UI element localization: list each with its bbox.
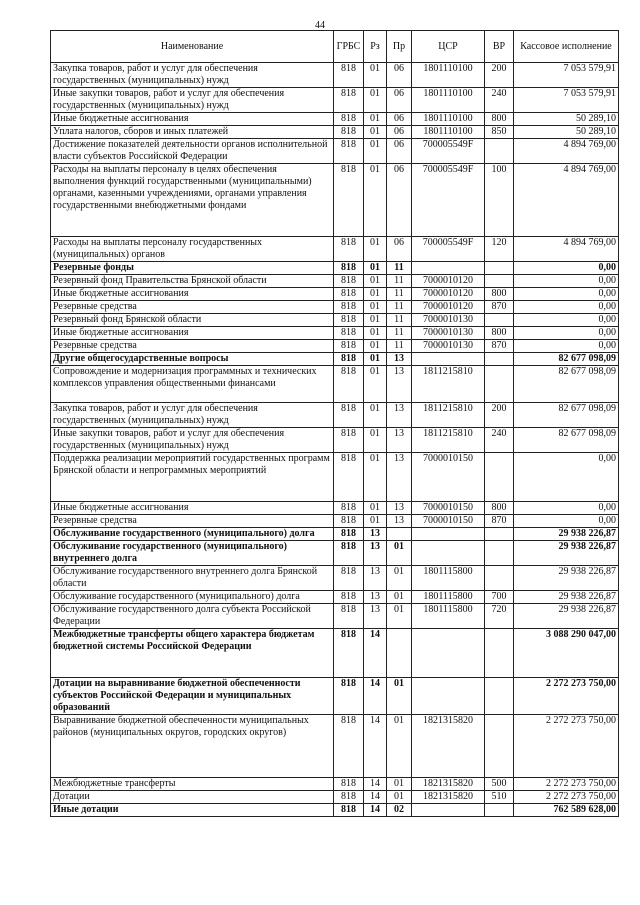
table-row — [51, 804, 619, 817]
cell-name: Иные дотации — [51, 804, 334, 817]
cell-amount: 0,00 — [514, 515, 619, 528]
cell-amount: 0,00 — [514, 502, 619, 515]
cell-csr — [412, 804, 485, 817]
cell-csr — [412, 528, 485, 541]
cell-vr — [485, 275, 514, 288]
table-row — [51, 453, 619, 502]
header-grbs: ГРБС — [334, 31, 364, 63]
table-row — [51, 778, 619, 791]
table-row — [51, 301, 619, 314]
cell-grbs: 818 — [334, 288, 364, 301]
cell-csr: 7000010130 — [412, 327, 485, 340]
cell-amount: 29 938 226,87 — [514, 604, 619, 629]
header-rz: Рз — [364, 31, 387, 63]
table-row — [51, 340, 619, 353]
cell-rz: 13 — [364, 591, 387, 604]
cell-vr — [485, 629, 514, 678]
page-number: 44 — [315, 20, 325, 31]
cell-csr: 700005549F — [412, 164, 485, 237]
cell-name: Уплата налогов, сборов и иных платежей — [51, 126, 334, 139]
cell-grbs: 818 — [334, 353, 364, 366]
cell-csr: 1811215810 — [412, 428, 485, 453]
cell-rz: 01 — [364, 88, 387, 113]
cell-name: Резервные средства — [51, 515, 334, 528]
cell-grbs: 818 — [334, 403, 364, 428]
cell-pr: 01 — [387, 791, 412, 804]
cell-rz: 01 — [364, 63, 387, 88]
cell-grbs: 818 — [334, 63, 364, 88]
cell-csr — [412, 678, 485, 715]
cell-vr — [485, 453, 514, 502]
cell-name: Резервные фонды — [51, 262, 334, 275]
cell-rz: 01 — [364, 502, 387, 515]
cell-name: Расходы на выплаты персоналу в целях обеспечения выполнения функций государственными (муниципальными) органами, казенными учреждениями, органами управления государственными внебюджетными фондами — [51, 164, 334, 237]
cell-amount: 82 677 098,09 — [514, 428, 619, 453]
cell-rz: 01 — [364, 139, 387, 164]
table-row — [51, 63, 619, 88]
cell-rz: 01 — [364, 366, 387, 403]
cell-rz: 14 — [364, 715, 387, 778]
cell-rz: 01 — [364, 275, 387, 288]
cell-grbs: 818 — [334, 629, 364, 678]
cell-vr: 240 — [485, 88, 514, 113]
table-row — [51, 715, 619, 778]
cell-vr — [485, 541, 514, 566]
cell-csr: 1821315820 — [412, 791, 485, 804]
cell-vr — [485, 678, 514, 715]
cell-pr: 11 — [387, 327, 412, 340]
cell-grbs: 818 — [334, 237, 364, 262]
cell-pr: 13 — [387, 428, 412, 453]
cell-pr: 13 — [387, 453, 412, 502]
cell-pr: 01 — [387, 591, 412, 604]
cell-csr: 7000010150 — [412, 453, 485, 502]
cell-csr: 1801110100 — [412, 126, 485, 139]
cell-vr: 240 — [485, 428, 514, 453]
cell-pr: 13 — [387, 366, 412, 403]
cell-grbs: 818 — [334, 301, 364, 314]
header-vr: ВР — [485, 31, 514, 63]
cell-grbs: 818 — [334, 591, 364, 604]
cell-pr: 13 — [387, 502, 412, 515]
cell-csr — [412, 262, 485, 275]
cell-grbs: 818 — [334, 541, 364, 566]
cell-amount: 2 272 273 750,00 — [514, 715, 619, 778]
cell-rz: 13 — [364, 541, 387, 566]
cell-vr: 800 — [485, 502, 514, 515]
table-row — [51, 528, 619, 541]
cell-csr — [412, 541, 485, 566]
cell-rz: 01 — [364, 164, 387, 237]
cell-rz: 01 — [364, 288, 387, 301]
cell-name: Обслуживание государственного внутреннего долга Брянской области — [51, 566, 334, 591]
budget-execution-table — [50, 30, 619, 817]
cell-pr: 13 — [387, 353, 412, 366]
cell-rz: 01 — [364, 353, 387, 366]
cell-pr: 06 — [387, 63, 412, 88]
cell-name: Обслуживание государственного (муниципального) долга — [51, 591, 334, 604]
cell-amount: 0,00 — [514, 275, 619, 288]
cell-grbs: 818 — [334, 139, 364, 164]
cell-vr: 100 — [485, 164, 514, 237]
cell-amount: 29 938 226,87 — [514, 566, 619, 591]
cell-amount: 29 938 226,87 — [514, 591, 619, 604]
cell-pr — [387, 629, 412, 678]
table-row — [51, 566, 619, 591]
cell-vr — [485, 262, 514, 275]
cell-grbs: 818 — [334, 678, 364, 715]
table-row — [51, 403, 619, 428]
cell-rz: 13 — [364, 604, 387, 629]
cell-rz: 01 — [364, 428, 387, 453]
cell-grbs: 818 — [334, 366, 364, 403]
cell-pr: 01 — [387, 541, 412, 566]
cell-grbs: 818 — [334, 804, 364, 817]
cell-amount: 762 589 628,00 — [514, 804, 619, 817]
cell-pr: 06 — [387, 113, 412, 126]
cell-pr: 01 — [387, 678, 412, 715]
cell-rz: 01 — [364, 403, 387, 428]
cell-rz: 14 — [364, 804, 387, 817]
cell-name: Межбюджетные трансферты общего характера бюджетам бюджетной системы Российской Федерации — [51, 629, 334, 678]
cell-name: Обслуживание государственного (муниципального) долга — [51, 528, 334, 541]
cell-vr: 800 — [485, 288, 514, 301]
cell-amount: 2 272 273 750,00 — [514, 678, 619, 715]
cell-pr: 01 — [387, 566, 412, 591]
cell-amount: 0,00 — [514, 314, 619, 327]
cell-grbs: 818 — [334, 126, 364, 139]
cell-csr: 1801110100 — [412, 88, 485, 113]
cell-grbs: 818 — [334, 88, 364, 113]
cell-amount: 82 677 098,09 — [514, 353, 619, 366]
cell-grbs: 818 — [334, 715, 364, 778]
cell-csr: 700005549F — [412, 139, 485, 164]
cell-pr: 01 — [387, 604, 412, 629]
cell-name: Расходы на выплаты персоналу государственных (муниципальных) органов — [51, 237, 334, 262]
cell-name: Иные закупки товаров, работ и услуг для обеспечения государственных (муниципальных) нужд — [51, 428, 334, 453]
cell-name: Обслуживание государственного долга субъекта Российской Федерации — [51, 604, 334, 629]
cell-name: Иные бюджетные ассигнования — [51, 327, 334, 340]
cell-amount: 29 938 226,87 — [514, 528, 619, 541]
header-csr: ЦСР — [412, 31, 485, 63]
cell-name: Дотации — [51, 791, 334, 804]
cell-amount: 2 272 273 750,00 — [514, 791, 619, 804]
cell-vr — [485, 366, 514, 403]
cell-vr: 120 — [485, 237, 514, 262]
cell-rz: 14 — [364, 629, 387, 678]
table-row — [51, 275, 619, 288]
cell-amount: 29 938 226,87 — [514, 541, 619, 566]
cell-pr: 01 — [387, 715, 412, 778]
cell-amount: 2 272 273 750,00 — [514, 778, 619, 791]
cell-name: Достижение показателей деятельности органов исполнительной власти субъектов Российской Федерации — [51, 139, 334, 164]
cell-amount: 4 894 769,00 — [514, 237, 619, 262]
cell-pr: 01 — [387, 778, 412, 791]
table-row — [51, 353, 619, 366]
cell-amount: 0,00 — [514, 453, 619, 502]
table-row — [51, 88, 619, 113]
cell-rz: 01 — [364, 453, 387, 502]
cell-vr — [485, 353, 514, 366]
cell-name: Иные закупки товаров, работ и услуг для обеспечения государственных (муниципальных) нужд — [51, 88, 334, 113]
cell-pr: 06 — [387, 164, 412, 237]
cell-amount: 4 894 769,00 — [514, 164, 619, 237]
cell-name: Обслуживание государственного (муниципального) внутреннего долга — [51, 541, 334, 566]
cell-vr: 870 — [485, 515, 514, 528]
cell-amount: 82 677 098,09 — [514, 403, 619, 428]
table-row — [51, 604, 619, 629]
cell-rz: 01 — [364, 301, 387, 314]
cell-name: Резервные средства — [51, 340, 334, 353]
cell-pr: 06 — [387, 126, 412, 139]
cell-rz: 14 — [364, 791, 387, 804]
cell-name: Другие общегосударственные вопросы — [51, 353, 334, 366]
cell-pr — [387, 528, 412, 541]
cell-grbs: 818 — [334, 113, 364, 126]
cell-vr: 200 — [485, 403, 514, 428]
cell-grbs: 818 — [334, 164, 364, 237]
cell-amount: 0,00 — [514, 327, 619, 340]
cell-vr: 800 — [485, 327, 514, 340]
cell-amount: 82 677 098,09 — [514, 366, 619, 403]
cell-csr: 700005549F — [412, 237, 485, 262]
cell-name: Закупка товаров, работ и услуг для обеспечения государственных (муниципальных) нужд — [51, 403, 334, 428]
table-row — [51, 541, 619, 566]
cell-grbs: 818 — [334, 515, 364, 528]
cell-csr: 1801115800 — [412, 591, 485, 604]
cell-pr: 13 — [387, 403, 412, 428]
cell-pr: 06 — [387, 88, 412, 113]
cell-grbs: 818 — [334, 327, 364, 340]
cell-vr: 870 — [485, 301, 514, 314]
cell-csr: 1811215810 — [412, 403, 485, 428]
cell-name: Резервный фонд Правительства Брянской области — [51, 275, 334, 288]
cell-pr: 02 — [387, 804, 412, 817]
cell-vr: 510 — [485, 791, 514, 804]
cell-pr: 06 — [387, 237, 412, 262]
table-row — [51, 139, 619, 164]
cell-csr: 7000010120 — [412, 275, 485, 288]
table-row — [51, 314, 619, 327]
header-amount: Кассовое исполнение — [514, 31, 619, 63]
cell-grbs: 818 — [334, 453, 364, 502]
table-row — [51, 366, 619, 403]
cell-name: Сопровождение и модернизация программных и технических комплексов управления общественными финансами — [51, 366, 334, 403]
table-row — [51, 237, 619, 262]
cell-vr — [485, 804, 514, 817]
cell-vr: 850 — [485, 126, 514, 139]
table-row — [51, 113, 619, 126]
cell-vr — [485, 715, 514, 778]
cell-csr: 1801115800 — [412, 604, 485, 629]
cell-rz: 01 — [364, 340, 387, 353]
cell-rz: 13 — [364, 566, 387, 591]
cell-name: Дотации на выравнивание бюджетной обеспеченности субъектов Российской Федерации и муниципальных образований — [51, 678, 334, 715]
cell-vr: 870 — [485, 340, 514, 353]
cell-pr: 11 — [387, 340, 412, 353]
table-row — [51, 262, 619, 275]
cell-csr: 1821315820 — [412, 715, 485, 778]
cell-grbs: 818 — [334, 314, 364, 327]
cell-rz: 01 — [364, 314, 387, 327]
cell-csr: 7000010120 — [412, 301, 485, 314]
cell-grbs: 818 — [334, 428, 364, 453]
cell-grbs: 818 — [334, 778, 364, 791]
table-row — [51, 126, 619, 139]
cell-vr — [485, 566, 514, 591]
cell-csr: 7000010120 — [412, 288, 485, 301]
table-row — [51, 288, 619, 301]
table-header-row — [51, 31, 619, 63]
cell-amount: 4 894 769,00 — [514, 139, 619, 164]
cell-csr — [412, 629, 485, 678]
header-pr: Пр — [387, 31, 412, 63]
cell-rz: 14 — [364, 678, 387, 715]
cell-grbs: 818 — [334, 262, 364, 275]
cell-vr — [485, 528, 514, 541]
cell-csr — [412, 353, 485, 366]
table-body — [51, 63, 619, 817]
cell-name: Иные бюджетные ассигнования — [51, 502, 334, 515]
table-row — [51, 428, 619, 453]
cell-pr: 13 — [387, 515, 412, 528]
cell-name: Выравнивание бюджетной обеспеченности муниципальных районов (муниципальных округов, городских округов) — [51, 715, 334, 778]
table-row — [51, 515, 619, 528]
cell-csr: 1811215810 — [412, 366, 485, 403]
cell-rz: 01 — [364, 113, 387, 126]
cell-rz: 14 — [364, 778, 387, 791]
cell-amount: 0,00 — [514, 340, 619, 353]
cell-csr: 1801115800 — [412, 566, 485, 591]
cell-vr: 200 — [485, 63, 514, 88]
cell-amount: 7 053 579,91 — [514, 88, 619, 113]
cell-csr: 7000010130 — [412, 314, 485, 327]
cell-pr: 11 — [387, 314, 412, 327]
cell-rz: 01 — [364, 126, 387, 139]
cell-grbs: 818 — [334, 566, 364, 591]
cell-name: Межбюджетные трансферты — [51, 778, 334, 791]
cell-csr: 7000010150 — [412, 502, 485, 515]
cell-csr: 1801110100 — [412, 63, 485, 88]
cell-pr: 11 — [387, 275, 412, 288]
cell-pr: 11 — [387, 262, 412, 275]
cell-name: Иные бюджетные ассигнования — [51, 288, 334, 301]
cell-rz: 01 — [364, 237, 387, 262]
cell-grbs: 818 — [334, 275, 364, 288]
cell-csr: 7000010150 — [412, 515, 485, 528]
cell-name: Закупка товаров, работ и услуг для обеспечения государственных (муниципальных) нужд — [51, 63, 334, 88]
cell-name: Поддержка реализации мероприятий государственных программ Брянской области и непрограммных мероприятий — [51, 453, 334, 502]
cell-grbs: 818 — [334, 340, 364, 353]
cell-rz: 01 — [364, 327, 387, 340]
cell-amount: 3 088 290 047,00 — [514, 629, 619, 678]
cell-pr: 11 — [387, 288, 412, 301]
cell-grbs: 818 — [334, 528, 364, 541]
table-row — [51, 791, 619, 804]
cell-csr: 7000010130 — [412, 340, 485, 353]
table-row — [51, 678, 619, 715]
cell-name: Иные бюджетные ассигнования — [51, 113, 334, 126]
table-row — [51, 327, 619, 340]
cell-vr — [485, 139, 514, 164]
cell-vr: 720 — [485, 604, 514, 629]
cell-vr — [485, 314, 514, 327]
cell-vr: 700 — [485, 591, 514, 604]
cell-pr: 11 — [387, 301, 412, 314]
cell-amount: 0,00 — [514, 288, 619, 301]
table-row — [51, 591, 619, 604]
cell-amount: 7 053 579,91 — [514, 63, 619, 88]
cell-grbs: 818 — [334, 791, 364, 804]
cell-name: Резервный фонд Брянской области — [51, 314, 334, 327]
table-row — [51, 164, 619, 237]
cell-grbs: 818 — [334, 502, 364, 515]
cell-amount: 50 289,10 — [514, 113, 619, 126]
cell-amount: 50 289,10 — [514, 126, 619, 139]
header-name: Наименование — [51, 31, 334, 63]
cell-rz: 01 — [364, 262, 387, 275]
cell-vr: 500 — [485, 778, 514, 791]
cell-grbs: 818 — [334, 604, 364, 629]
table-row — [51, 629, 619, 678]
cell-amount: 0,00 — [514, 262, 619, 275]
cell-vr: 800 — [485, 113, 514, 126]
cell-pr: 06 — [387, 139, 412, 164]
cell-name: Резервные средства — [51, 301, 334, 314]
cell-csr: 1801110100 — [412, 113, 485, 126]
cell-rz: 01 — [364, 515, 387, 528]
cell-amount: 0,00 — [514, 301, 619, 314]
cell-csr: 1821315820 — [412, 778, 485, 791]
cell-rz: 13 — [364, 528, 387, 541]
table-row — [51, 502, 619, 515]
